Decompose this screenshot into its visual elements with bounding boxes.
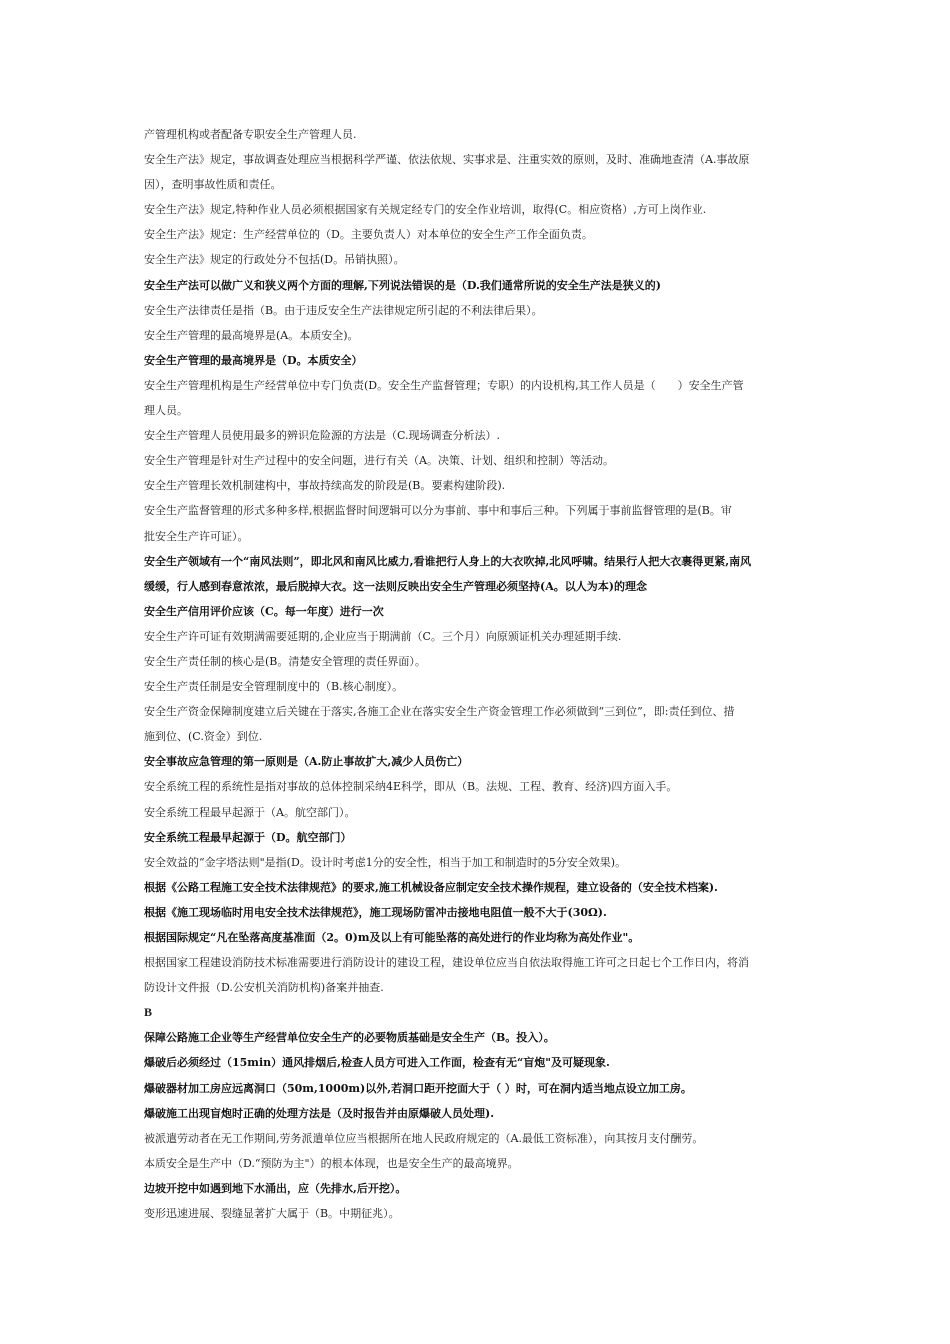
text-line: 安全生产管理的最高境界是（D。本质安全） [144, 353, 363, 367]
text-line: 根据国际规定“凡在坠落高度基准面（2。0)m及以上有可能坠落的高处进行的作业均称为高处作业"。 [144, 931, 640, 944]
text-line: 爆破施工出现盲炮时正确的处理方法是（及时报告并由原爆破人员处理). [144, 1106, 495, 1120]
text-body [144, 126, 814, 1230]
text-line: 边坡开挖中如遇到地下水涌出，应（先排水,后开挖）。 [144, 1181, 407, 1195]
text-line: 被派遣劳动者在无工作期间,劳务派遣单位应当根据所在地人民政府规定的（A.最低工资标准），向其按月支付酬劳。 [144, 1131, 704, 1145]
text-line: 安全生产法可以做广义和狭义两个方面的理解,下列说法错误的是（D.我们通常所说的安全生产法是狭义的) [144, 278, 662, 292]
text-line: 安全系统工程最早起源于（D。航空部门） [144, 830, 352, 844]
text-line: 安全生产许可证有效期满需要延期的,企业应当于期满前（C。三个月）向原颁证机关办理延期手续. [144, 629, 622, 643]
text-line: 爆破后必须经过（15min）通风排烟后,检查人员方可进入工作面，检查有无“盲炮"及可疑现象. [144, 1056, 610, 1070]
text-line: 安全生产管理人员使用最多的辨识危险源的方法是（C.现场调查分析法）. [144, 429, 501, 443]
text-line: 安全生产管理长效机制建构中，事故持续高发的阶段是(B。要素构建阶段). [144, 479, 506, 493]
text-line: 安全系统工程的系统性是指对事故的总体控制采纳4E科学，即从（B。法规、工程、教育、经济)四方面入手。 [144, 780, 678, 794]
text-line: 爆破器材加工房应远离洞口（50m,1000m)以外,若洞口距开挖面大于（ ）时，可在洞内适当地点设立加工房。 [144, 1081, 692, 1095]
text-line: 安全系统工程最早起源于（A。航空部门）。 [144, 805, 356, 819]
text-line: 根据《施工现场临时用电安全技术法律规范》，施工现场防雷冲击接地电阻值一般不大于(30Ω). [144, 905, 607, 919]
text-line: 安全生产法》规定，事故调查处理应当根据科学严谨、依法依规、实事求是、注重实效的原则，及时、准确地查清（A.事故原 [144, 153, 750, 167]
text-line: 安全生产管理机构是生产经营单位中专门负责(D。安全生产监督管理；专职）的内设机构,其工作人员是（ ）安全生产管 [144, 378, 744, 392]
text-line: 安全生产监督管理的形式多种多样,根据监督时间逻辑可以分为事前、事中和事后三种。下列属于事前监督管理的是(B。审 [144, 504, 732, 518]
text-line: 本质安全是生产中（D.“预防为主"）的根本体现，也是安全生产的最高境界。 [144, 1156, 519, 1170]
text-line: 安全事故应急管理的第一原则是（A.防止事故扩大,减少人员伤亡） [144, 755, 469, 769]
text-line: 安全生产责任制的核心是(B。清楚安全管理的责任界面）。 [144, 654, 426, 668]
text-line: 安全生产资金保障制度建立后关键在于落实,各施工企业在落实安全生产资金管理工作必须做到“三到位”，即:责任到位、措 [144, 705, 735, 719]
text-line: 批安全生产许可证）。 [144, 529, 249, 543]
text-line: 产管理机构或者配备专职安全生产管理人员. [144, 128, 357, 141]
text-line: 施到位、(C.资金）到位. [144, 730, 263, 744]
text-line: 安全生产信用评价应该（C。每一年度）进行一次 [144, 604, 384, 618]
text-line: 安全生产法》规定：生产经营单位的（D。主要负责人）对本单位的安全生产工作全面负责。 [144, 228, 593, 242]
text-line: 安全生产法》规定的行政处分不包括(D。吊销执照）。 [144, 253, 405, 267]
text-line: 因），查明事故性质和责任。 [144, 178, 282, 192]
text-line: 安全效益的“金字塔法则"是指(D。设计时考虑1分的安全性，相当于加工和制造时的5分安全效果)。 [144, 855, 627, 869]
text-line: 安全生产领域有一个“南风法则”，即北风和南风比威力,看谁把行人身上的大衣吹掉,北风呼啸。结果行人把大衣裹得更紧,南风 [144, 554, 752, 568]
text-line: 理人员。 [144, 404, 188, 418]
section-heading: B [144, 1005, 153, 1020]
text-line: 安全生产责任制是安全管理制度中的（B.核心制度）。 [144, 680, 404, 694]
text-line: 缓缓，行人感到春意浓浓，最后脱掉大衣。这一法则反映出安全生产管理必须坚持(A。以人为本)的理念 [144, 579, 647, 593]
text-line: 安全生产管理是针对生产过程中的安全问题，进行有关（A。决策、计划、组织和控制）等活动。 [144, 454, 614, 468]
text-line: 防设计文件报（D.公安机关消防机构)备案并抽查. [144, 981, 384, 995]
text-line: 安全生产法》规定,特种作业人员必须根据国家有关规定经专门的安全作业培训，取得(C。相应资格）,方可上岗作业. [144, 203, 707, 217]
text-line: 安全生产管理的最高境界是(A。本质安全)。 [144, 328, 359, 342]
text-line: 安全生产法律责任是指（B。由于违反安全生产法律规定所引起的不利法律后果）。 [144, 303, 543, 317]
text-line: 变形迅速进展、裂缝显著扩大属于（B。中期征兆）。 [144, 1207, 400, 1221]
text-line: 根据国家工程建设消防技术标准需要进行消防设计的建设工程，建设单位应当自依法取得施工许可之日起七个工作日内，将消 [144, 956, 749, 970]
text-line: 保障公路施工企业等生产经营单位安全生产的必要物质基础是安全生产（B。投入）。 [144, 1031, 555, 1045]
text-line: 根据《公路工程施工安全技术法律规范》的要求,施工机械设备应制定安全技术操作规程，建立设备的（安全技术档案). [144, 880, 718, 894]
